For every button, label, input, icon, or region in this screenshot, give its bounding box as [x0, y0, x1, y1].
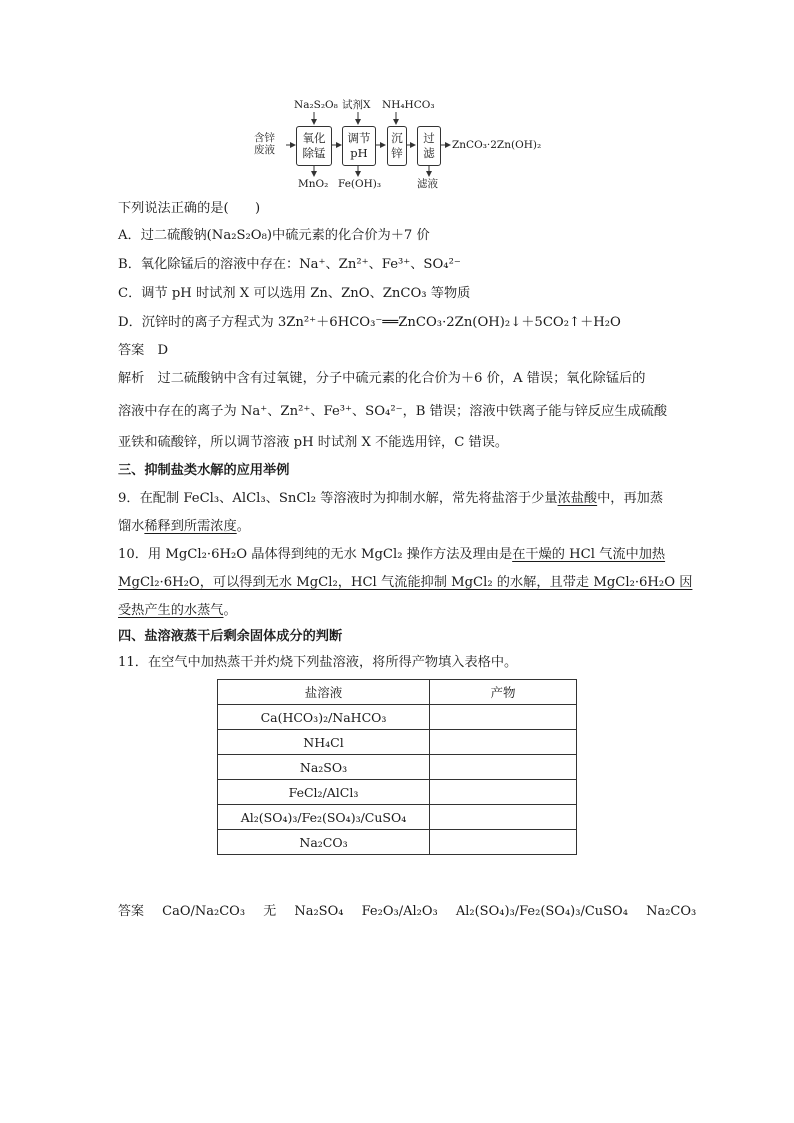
flow-start-line2: 废液: [254, 144, 275, 156]
byproduct-fe-oh-3: Fe(OH)₃: [338, 178, 382, 190]
table-cell-salt: Ca(HCO₃)₂/NaHCO₃: [218, 705, 430, 730]
table-header-row: [218, 680, 577, 705]
table-cell-product-blank: [430, 780, 577, 805]
q11-stem: 11．在空气中加热蒸干并灼烧下列盐溶液，将所得产物填入表格中。: [118, 655, 518, 670]
step-oxidation: [296, 126, 332, 166]
q8-stem: 下列说法正确的是( ): [118, 201, 261, 216]
table-cell-salt: NH₄Cl: [218, 730, 430, 755]
q8-analysis-line2: 溶液中存在的离子为 Na⁺、Zn²⁺、Fe³⁺、SO₄²⁻，B 错误；溶液中铁离子能与锌反应生成硫酸: [118, 404, 668, 419]
q8-option-a: A．过二硫酸钠(Na₂S₂O₈)中硫元素的化合价为＋7 价: [118, 228, 430, 243]
table-cell-product-blank: [430, 830, 577, 855]
q11-answer-item: CaO/Na₂CO₃: [162, 904, 246, 919]
step-adjust-ph-line1: 调节: [347, 131, 371, 145]
q9-answer-dilute: 稀释到所需浓度: [144, 519, 237, 534]
table-cell-salt: Na₂SO₃: [218, 755, 430, 780]
q9-text-c: 中，再加蒸: [597, 491, 664, 506]
section-4-title: 四、盐溶液蒸干后剩余固体成分的判断: [118, 629, 343, 644]
q9-text-f: 。: [236, 519, 250, 534]
byproduct-filtrate: 滤液: [417, 178, 438, 190]
q9-text-a: 9．在配制 FeCl₃、AlCl₃、SnCl₂ 等溶液时为抑制水解，常先将盐溶于少量: [118, 491, 558, 506]
q11-answer-item: Na₂CO₃: [646, 904, 697, 919]
table-cell-salt: Al₂(SO₄)₃/Fe₂(SO₄)₃/CuSO₄: [218, 805, 430, 830]
q10-answer-part1: 在干燥的 HCl 气流中加热: [512, 547, 666, 562]
flow-start: [254, 132, 275, 156]
step-adjust-ph: [342, 126, 376, 166]
salt-product-table: [217, 679, 577, 855]
byproduct-mno2: MnO₂: [298, 178, 329, 190]
step-precipitate-line2: 锌: [391, 146, 403, 160]
reagent-nh4hco3: NH₄HCO₃: [382, 99, 435, 111]
q10-line3: [118, 602, 237, 620]
q8-option-c: C．调节 pH 时试剂 X 可以选用 Zn、ZnO、ZnCO₃ 等物质: [118, 286, 471, 301]
q8-analysis-line1: 解析 过二硫酸钠中含有过氧键，分子中硫元素的化合价为＋6 价，A 错误；氧化除锰后的: [118, 371, 646, 386]
q8-option-b: B．氧化除锰后的溶液中存在：Na⁺、Zn²⁺、Fe³⁺、SO₄²⁻: [118, 257, 461, 272]
reagent-na2s2o8: Na₂S₂O₈: [294, 99, 338, 111]
table-cell-product-blank: [430, 805, 577, 830]
step-oxidation-line1: 氧化: [302, 131, 326, 145]
table-row: [218, 805, 577, 830]
reagent-x: 试剂X: [342, 99, 371, 111]
process-flow-diagram: [252, 96, 552, 190]
q10-text-e: 。: [223, 603, 237, 618]
q9-line2: [118, 518, 250, 536]
header-product: 产物: [430, 680, 577, 705]
step-filter-line2: 滤: [423, 146, 435, 160]
table-row: [218, 730, 577, 755]
table-cell-product-blank: [430, 755, 577, 780]
q10-line1: [118, 546, 665, 564]
step-filter: [417, 126, 441, 166]
q11-answer-label: 答案: [118, 904, 145, 919]
q9-line1: [118, 490, 663, 508]
table-cell-salt: FeCl₂/AlCl₃: [218, 780, 430, 805]
q9-answer-conc-hcl: 浓盐酸: [557, 491, 598, 506]
q11-answer-item: Al₂(SO₄)₃/Fe₂(SO₄)₃/CuSO₄: [455, 904, 628, 919]
q10-answer-part3: 受热产生的水蒸气: [118, 603, 224, 618]
table-row: [218, 705, 577, 730]
q8-answer: 答案 D: [118, 343, 169, 358]
section-3-title: 三、抑制盐类水解的应用举例: [118, 463, 290, 478]
q9-text-d: 馏水: [118, 519, 145, 534]
step-oxidation-line2: 除锰: [302, 146, 326, 160]
step-filter-line1: 过: [423, 131, 435, 145]
table-cell-product-blank: [430, 730, 577, 755]
q10-line2: MgCl₂·6H₂O，可以得到无水 MgCl₂，HCl 气流能抑制 MgCl₂ 的水解，且带走 MgCl₂·6H₂O 因: [118, 575, 693, 590]
header-salt-solution: 盐溶液: [218, 680, 430, 705]
flow-product: ZnCO₃·2Zn(OH)₂: [452, 139, 542, 151]
table-cell-salt: Na₂CO₃: [218, 830, 430, 855]
q11-answer-item: 无: [263, 904, 277, 919]
q11-answer-line: [118, 900, 696, 919]
table-cell-product-blank: [430, 705, 577, 730]
table-row: [218, 780, 577, 805]
q8-option-d: D．沉锌时的离子方程式为 3Zn²⁺＋6HCO₃⁻══ZnCO₃·2Zn(OH)₂↓＋5CO₂↑＋H₂O: [118, 315, 621, 330]
flow-start-line1: 含锌: [254, 132, 275, 144]
table-row: [218, 755, 577, 780]
q11-answer-item: Na₂SO₄: [294, 904, 344, 919]
q8-analysis-line3: 亚铁和硫酸锌，所以调节溶液 pH 时试剂 X 不能选用锌，C 错误。: [118, 435, 509, 450]
step-precipitate-line1: 沉: [391, 131, 403, 145]
step-precipitate-zinc: [387, 126, 407, 166]
table-row: [218, 830, 577, 855]
q11-answer-item: Fe₂O₃/Al₂O₃: [361, 904, 438, 919]
q10-text-a: 10．用 MgCl₂·6H₂O 晶体得到纯的无水 MgCl₂ 操作方法及理由是: [118, 547, 513, 562]
step-adjust-ph-line2: pH: [350, 146, 368, 160]
